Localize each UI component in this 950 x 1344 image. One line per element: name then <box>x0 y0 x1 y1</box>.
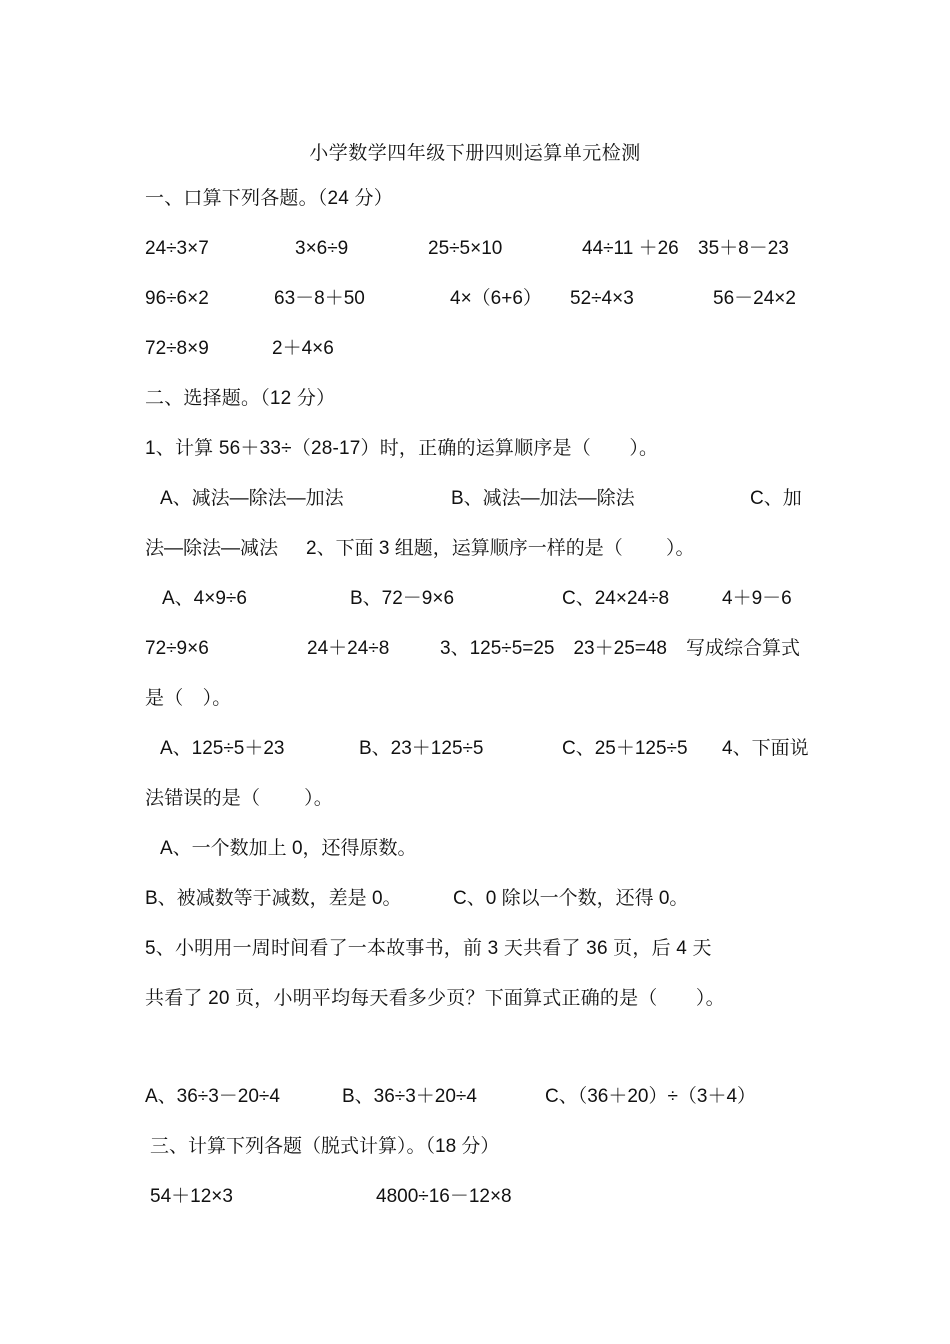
q2-option-c: C、24×24÷8 <box>562 588 670 609</box>
q4-stem: 4、下面说 <box>722 738 809 759</box>
page-title: 小学数学四年级下册四则运算单元检测 <box>309 142 641 164</box>
q2-option-b-extra: 72÷9×6 <box>145 638 209 659</box>
q5-option-c: C、（36＋20）÷（3＋4） <box>545 1086 757 1107</box>
q2-option-b: B、72－9×6 <box>350 588 455 609</box>
oral-item: 44÷11 ＋26 <box>582 238 679 259</box>
section2-heading: 二、选择题。（12 分） <box>145 388 336 409</box>
q2-option-a: A、4×9÷6 <box>162 588 247 609</box>
q3-stem-end: 是（ ）。 <box>145 688 232 709</box>
q4-option-c: C、0 除以一个数，还得 0。 <box>453 888 689 909</box>
q2-option-c-extra: 24＋24÷8 <box>307 638 390 659</box>
oral-item: 63－8＋50 <box>274 288 365 309</box>
section3-heading: 三、计算下列各题（脱式计算）。（18 分） <box>150 1136 500 1157</box>
q1-stem: 1、计算 56＋33÷（28-17）时，正确的运算顺序是（ ）。 <box>145 438 659 459</box>
q5-option-b: B、36÷3＋20÷4 <box>342 1086 477 1107</box>
q1-option-a: A、减法—除法—加法 <box>160 488 344 509</box>
q4-stem-end: 法错误的是（ ）。 <box>145 788 333 809</box>
q1-option-c-end: 法—除法—减法 <box>145 538 279 559</box>
q2-option-a-extra: 4＋9－6 <box>722 588 792 609</box>
oral-item: 56－24×2 <box>713 288 796 309</box>
oral-item: 52÷4×3 <box>570 288 634 309</box>
q3-stem: 3、125÷5=25 23＋25=48 写成综合算式 <box>440 638 800 659</box>
q1-option-b: B、减法—加法—除法 <box>451 488 635 509</box>
q4-option-a: A、一个数加上 0，还得原数。 <box>160 838 417 859</box>
calc-item: 4800÷16－12×8 <box>376 1186 512 1207</box>
oral-item: 24÷3×7 <box>145 238 209 259</box>
oral-item: 72÷8×9 <box>145 338 209 359</box>
q1-option-c-start: C、加 <box>750 488 802 509</box>
calc-item: 54＋12×3 <box>150 1186 233 1207</box>
q5-stem: 5、小明用一周时间看了一本故事书，前 3 天共看了 36 页，后 4 天 <box>145 938 712 959</box>
q3-option-b: B、23＋125÷5 <box>359 738 484 759</box>
q2-stem: 2、下面 3 组题，运算顺序一样的是（ ）。 <box>306 538 695 559</box>
q5-option-a: A、36÷3－20÷4 <box>145 1086 280 1107</box>
oral-item: 4×（6+6） <box>450 288 542 309</box>
q4-option-b: B、被减数等于减数，差是 0。 <box>145 888 402 909</box>
q3-option-c: C、25＋125÷5 <box>562 738 688 759</box>
q5-stem-end: 共看了 20 页，小明平均每天看多少页？下面算式正确的是（ ）。 <box>145 988 725 1009</box>
oral-item: 35＋8－23 <box>698 238 789 259</box>
oral-item: 96÷6×2 <box>145 288 209 309</box>
section1-heading: 一、口算下列各题。（24 分） <box>145 188 393 209</box>
oral-item: 2＋4×6 <box>272 338 334 359</box>
q3-option-a: A、125÷5＋23 <box>160 738 285 759</box>
oral-item: 25÷5×10 <box>428 238 503 259</box>
oral-item: 3×6÷9 <box>295 238 349 259</box>
